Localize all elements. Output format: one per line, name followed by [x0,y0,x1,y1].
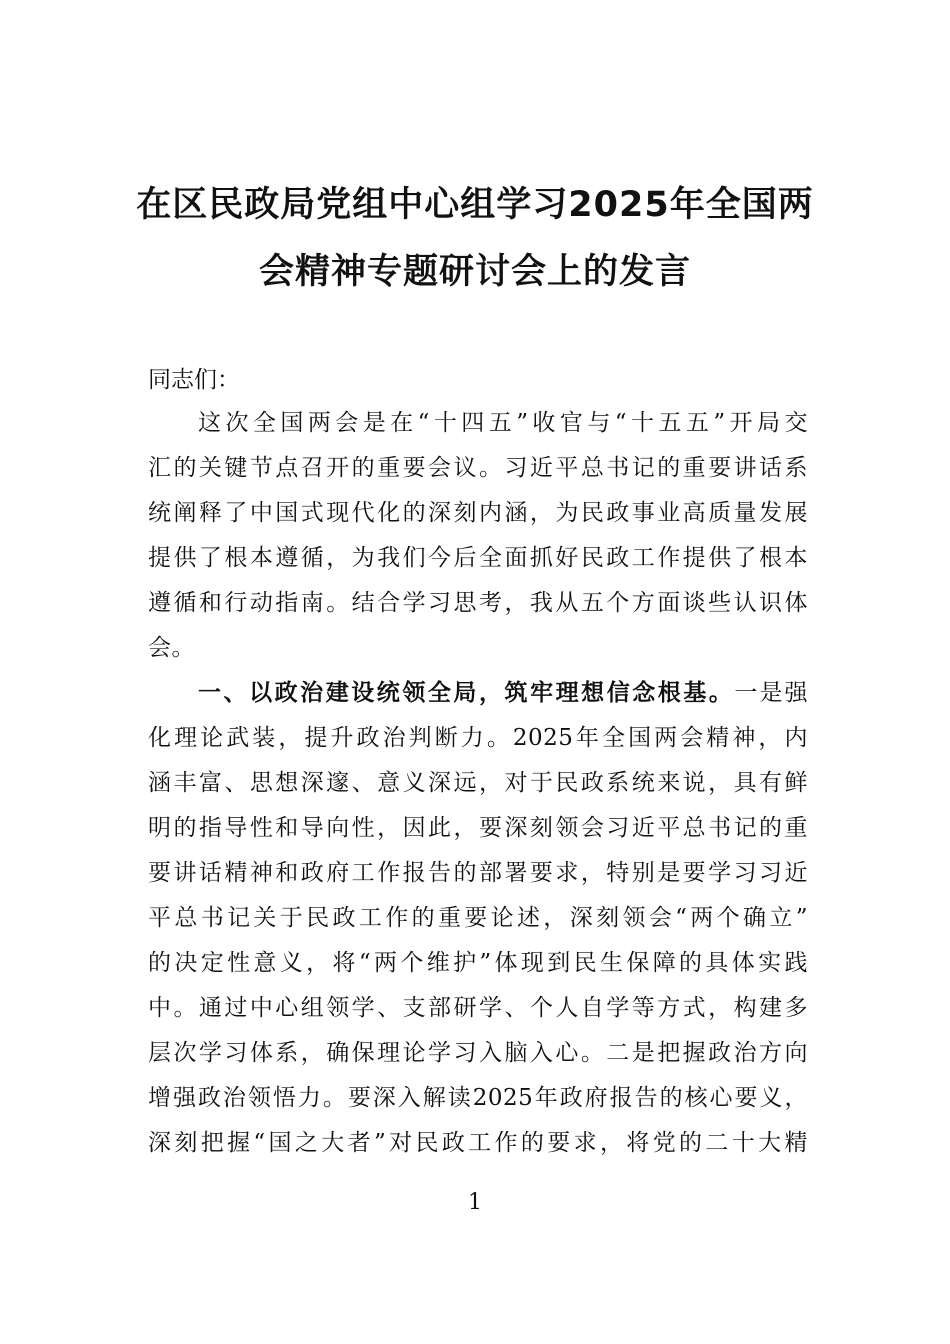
paragraph-2-line: 的决定性意义，将“两个维护”体现到民生保障的具体实践 [148,950,808,976]
document-title-line-1: 在区民政局党组中心组学习2025年全国两 [136,185,814,225]
paragraph-2-line: 层次学习体系，确保理论学习入脑入心。二是把握政治方向 [148,1040,808,1066]
paragraph-2-first-line-rest: 一是强 [734,680,809,706]
section-heading: 一、以政治建设统领全局，筑牢理想信念根基。 [198,680,735,706]
document-title-line-2: 会精神专题研讨会上的发言 [258,252,691,292]
paragraph-2-line: 化理论武装，提升政治判断力。2025年全国两会精神，内 [148,725,808,751]
paragraph-2-line: 中。通过中心组领学、支部研学、个人自学等方式，构建多 [148,995,808,1021]
paragraph-1-line: 汇的关键节点召开的重要会议。习近平总书记的重要讲话系 [148,455,808,481]
paragraph-2-line: 增强政治领悟力。要深入解读2025年政府报告的核心要义， [148,1085,808,1111]
paragraph-2-line: 要讲话精神和政府工作报告的部署要求，特别是要学习习近 [148,860,808,886]
paragraph-1-line: 提供了根本遵循，为我们今后全面抓好民政工作提供了根本 [148,545,808,571]
salutation: 同志们： [148,367,240,393]
paragraph-2-first-line [198,678,808,708]
paragraph-1-line: 这次全国两会是在“十四五”收官与“十五五”开局交 [198,410,808,436]
paragraph-2-line: 深刻把握“国之大者”对民政工作的要求，将党的二十大精 [148,1130,808,1156]
paragraph-2-line: 明的指导性和导向性，因此，要深刻领会习近平总书记的重 [148,815,808,841]
paragraph-1-line: 会。 [148,635,195,661]
page-number: 1 [468,1190,482,1215]
paragraph-2-line: 涵丰富、思想深邃、意义深远，对于民政系统来说，具有鲜 [148,770,808,796]
paragraph-1-line: 遵循和行动指南。结合学习思考，我从五个方面谈些认识体 [148,590,808,616]
paragraph-2-line: 平总书记关于民政工作的重要论述，深刻领会“两个确立” [148,905,808,931]
paragraph-1-line: 统阐释了中国式现代化的深刻内涵，为民政事业高质量发展 [148,500,808,526]
